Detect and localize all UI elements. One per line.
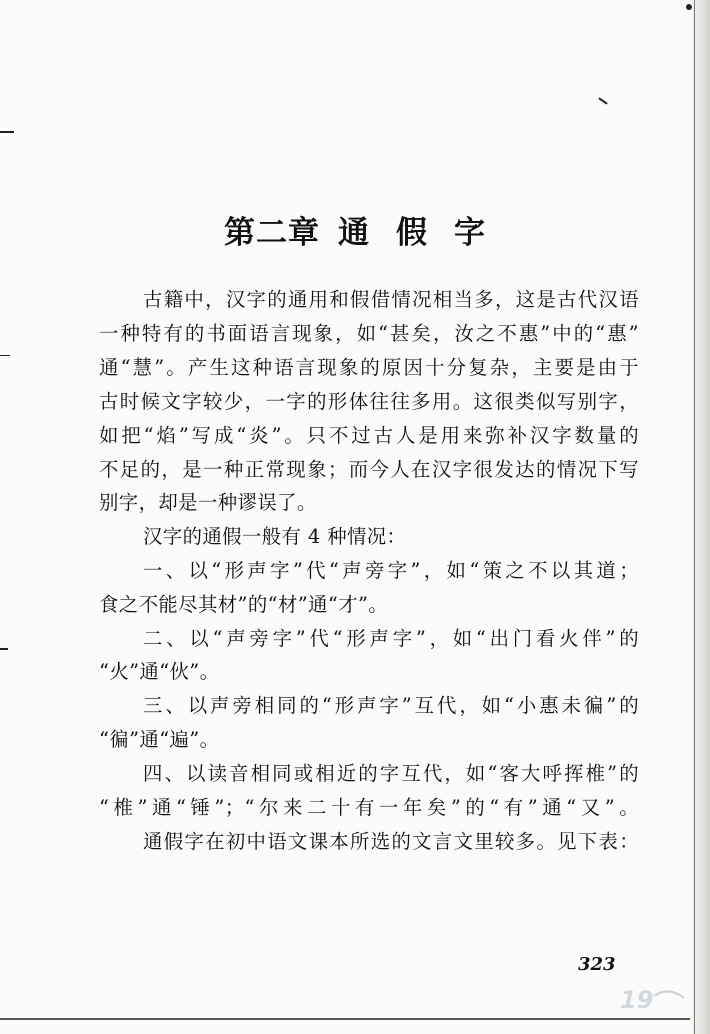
page-bottom-edge — [0, 1018, 690, 1020]
chapter-number: 第二章 — [224, 214, 320, 251]
text-line: “徧”通“遍”。 — [99, 728, 220, 751]
watermark-logo — [614, 982, 692, 1020]
scan-mark-left-2 — [0, 355, 10, 356]
text-line: 古时候文字较少，一字的形体往往多用。这很类似写别字， — [99, 390, 639, 413]
text-line: 通“慧”。产生这种语言现象的原因十分复杂，主要是由于 — [99, 356, 639, 379]
chapter-heading-char: 通 — [338, 214, 370, 251]
text-line: 不足的，是一种正常现象；而今人在汉字很发达的情况下写 — [99, 458, 639, 481]
chapter-title — [0, 207, 710, 252]
text-line: 古籍中，汉字的通用和假借情况相当多，这是古代汉语 — [143, 288, 639, 311]
text-line: 别字，却是一种谬误了。 — [99, 491, 317, 514]
chapter-heading-char: 字 — [454, 214, 486, 251]
text-line: 二、以“声旁字”代“形声字”，如“出门看火伴”的 — [143, 627, 639, 650]
text-line: 食之不能尽其材”的“材”通“才”。 — [99, 593, 389, 616]
text-line: 四、以读音相同或相近的字互代，如“客大呼挥椎”的 — [143, 762, 639, 785]
text-line: 三、以声旁相同的“形声字”互代，如“小惠未徧”的 — [143, 694, 639, 717]
text-line: 如把“焰”写成“炎”。只不过古人是用来弥补汉字数量的 — [99, 424, 639, 447]
scan-mark-left-3 — [0, 648, 8, 650]
page-edge-line — [694, 0, 695, 1034]
watermark-text: 19 — [620, 986, 654, 1014]
chapter-heading — [338, 215, 486, 251]
text-line: “椎”通“锤”；“尔来二十有一年矣”的“有”通“又”。 — [99, 796, 639, 819]
text-line: 一种特有的书面语言现象，如“甚矣，汝之不惠”中的“惠” — [99, 322, 639, 345]
scan-mark-left-1 — [0, 131, 14, 133]
scan-mark-corner — [686, 4, 692, 10]
text-line: “火”通“伙”。 — [99, 660, 220, 683]
text-line: 汉字的通假一般有 4 种情况： — [143, 525, 407, 548]
chapter-heading-char: 假 — [396, 214, 428, 251]
text-line: 一、以“形声字”代“声旁字”，如“策之不以其道； — [143, 559, 639, 582]
text-line: 通假字在初中语文课本所选的文言文里较多。见下表： — [143, 830, 639, 853]
scan-mark-top-right — [598, 97, 607, 104]
page-number: 323 — [578, 954, 616, 975]
